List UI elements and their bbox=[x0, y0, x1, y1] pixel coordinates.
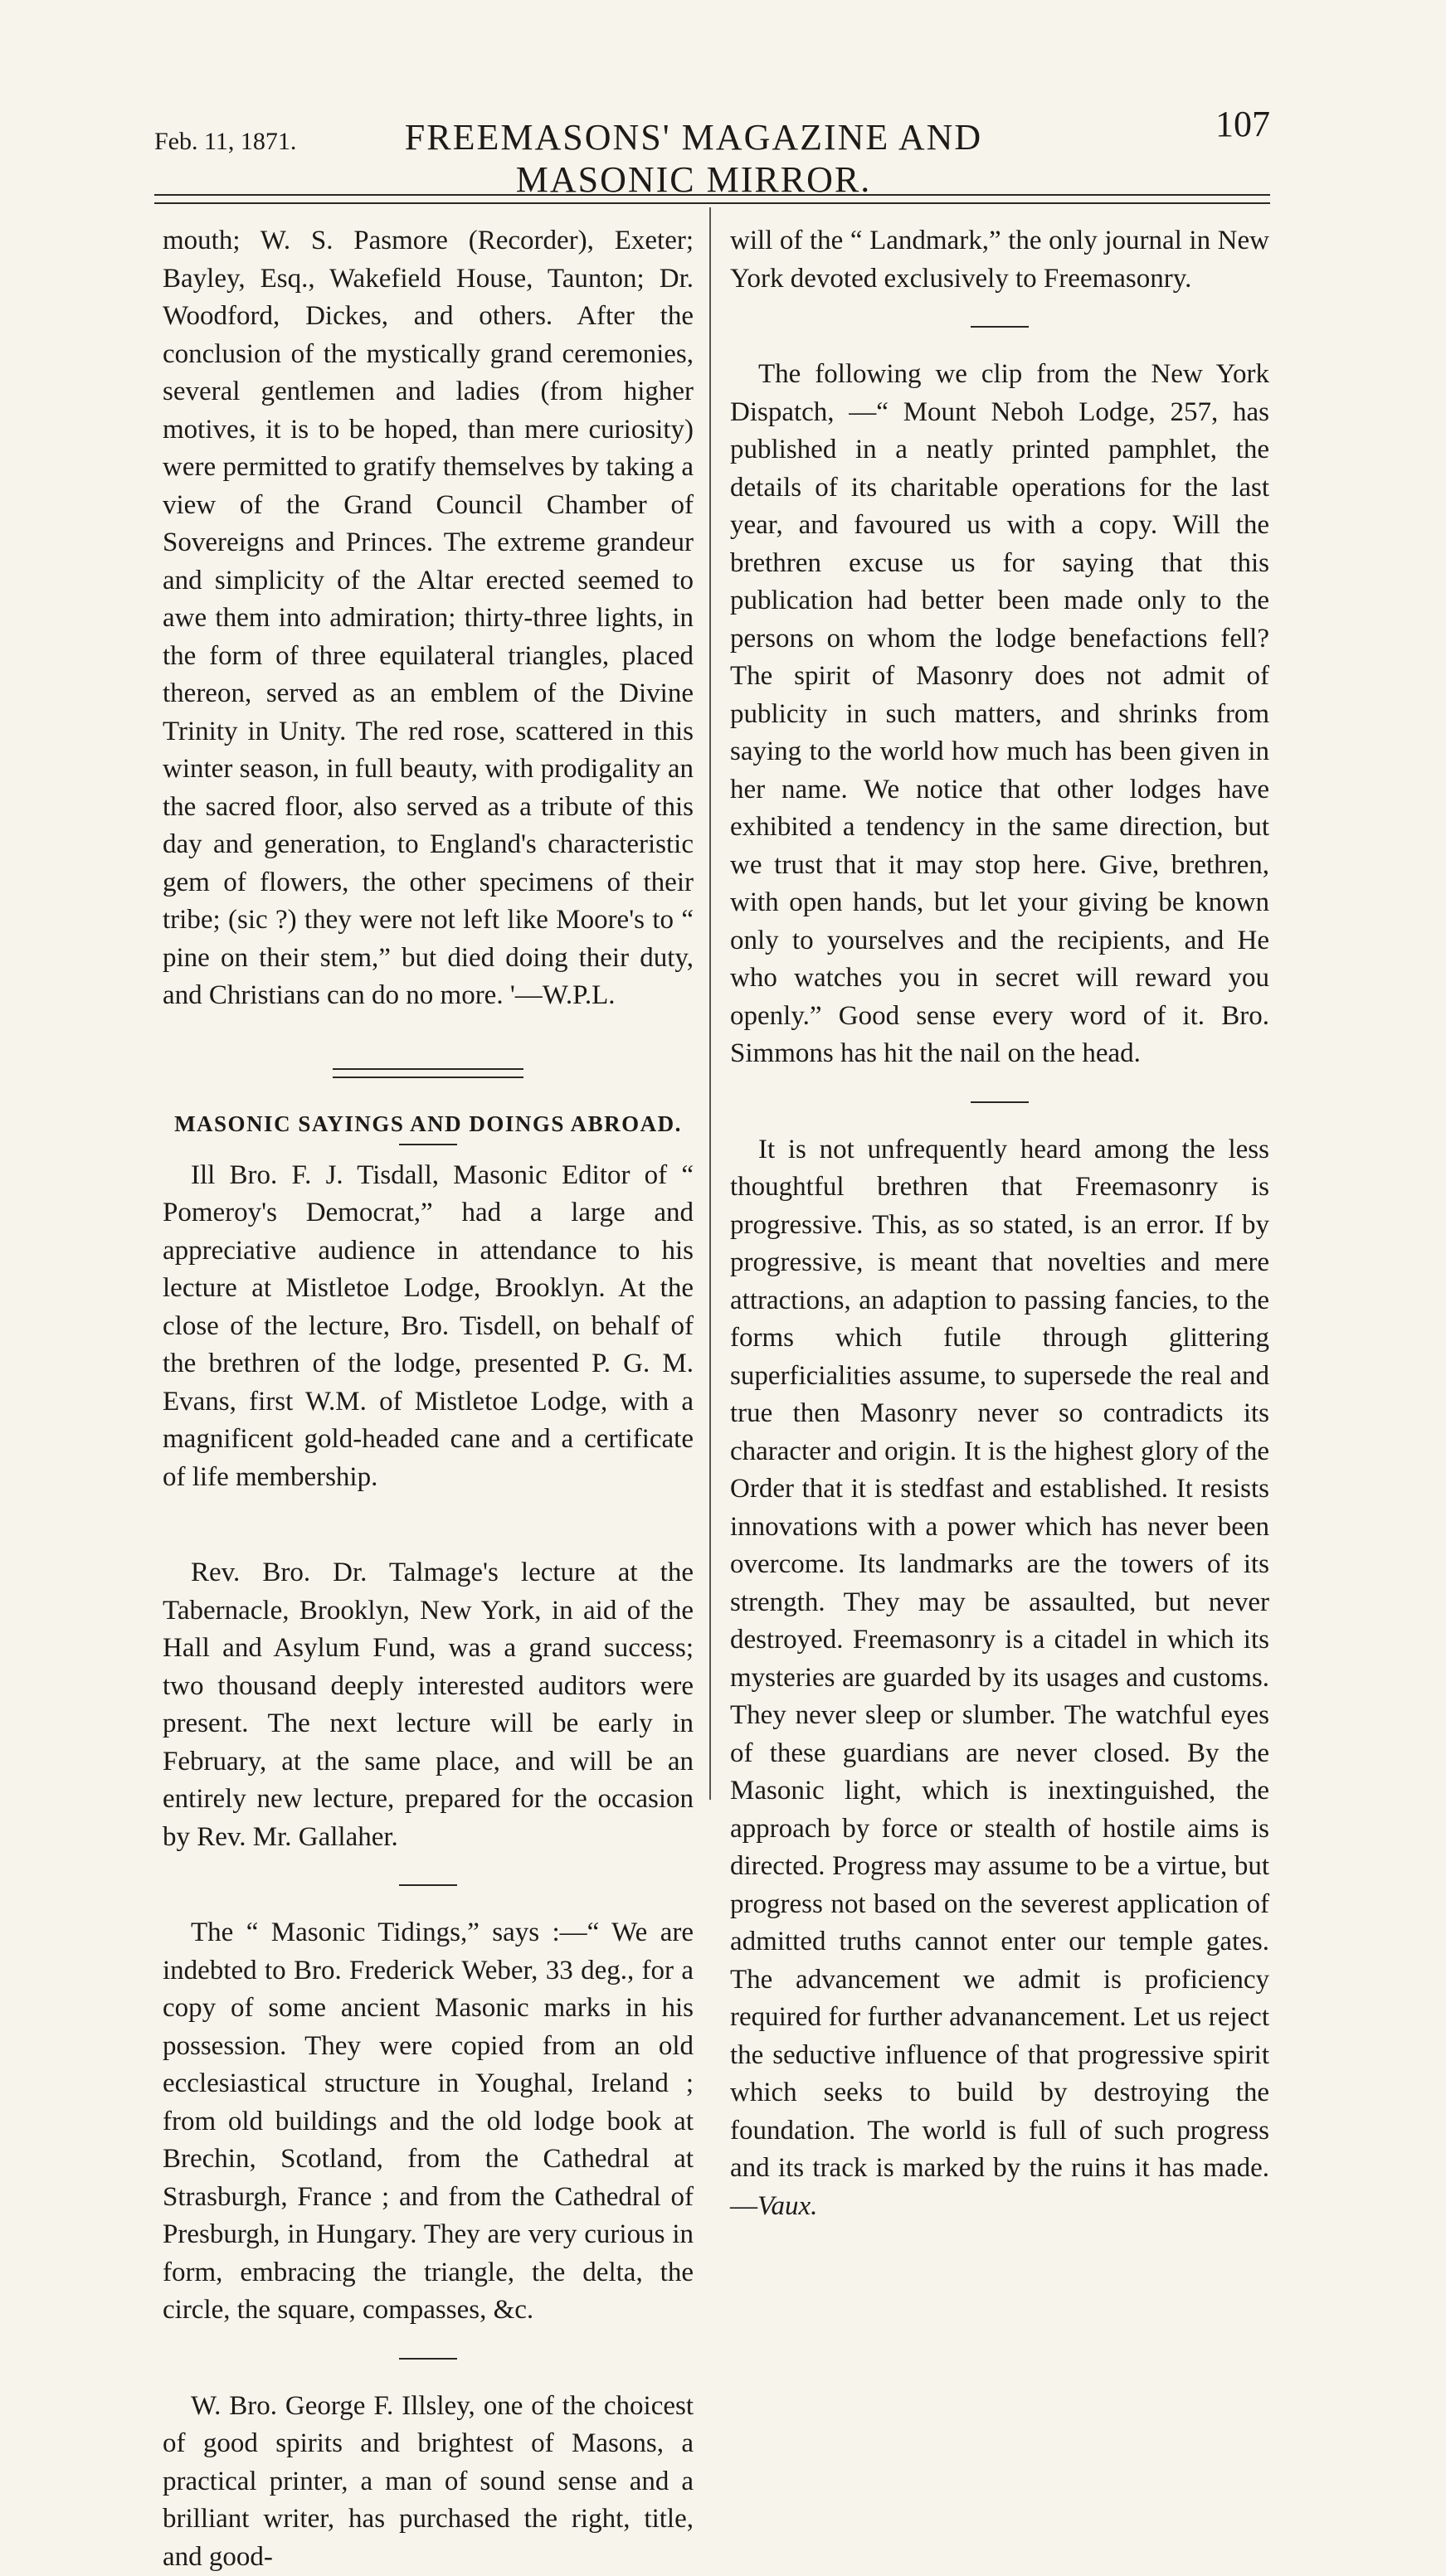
article-paragraph: Ill Bro. F. J. Tisdall, Masonic Editor of “ Pomeroy's Democrat,” had a large and appreciative audience in attendance to his lecture at Mistletoe Lodge, Brooklyn. At the close of the lecture, Bro. Tisdell, on behalf of the brethren of the lodge, presented P. G. M. Evans, first W.M. of Mistletoe Lodge, with a magnificent gold-headed cane and a certificate of life membership. bbox=[163, 1157, 694, 1497]
continued-article-text: mouth; W. S. Pasmore (Recorder), Exeter; Bayley, Esq., Wakefield House, Taunton; Dr. Woodford, Dickes, and others. After the conclusion of the mystically grand ceremonies, several gentlemen and ladies (from higher motives, it is to be hoped, than mere curiosity) were permitted to gratify themselves by taking a view of the Grand Council Chamber of Sovereigns and Princes. The extreme grandeur and simplicity of the Altar erected seemed to awe them into admiration; thirty-three lights, in the form of three equilateral triangles, placed thereon, served as an emblem of the Divine Trinity in Unity. The red rose, scattered in this winter season, in full beauty, with prodigality an the sacred floor, also served as a tribute of this day and generation, to England's characteristic gem of flowers, the other specimens of their tribe; (sic ?) they were not left like Moore's to “ pine on their stem,” but died doing their duty, and Christians can do no more. '—W.P.L. bbox=[163, 222, 694, 1015]
right-column bbox=[730, 222, 1269, 2225]
article-paragraph: will of the “ Landmark,” the only journal in New York devoted exclusively to Freemasonry. bbox=[730, 222, 1269, 298]
column-divider bbox=[709, 207, 711, 1800]
section-divider bbox=[333, 1068, 523, 1078]
article-paragraph: Rev. Bro. Dr. Talmage's lecture at the Tabernacle, Brooklyn, New York, in aid of the Hall and Asylum Fund, was a grand success; two thousand deeply interested auditors were present. The next lecture will be early in February, at the same place, and will be an entirely new lecture, prepared for the occasion by Rev. Mr. Gallaher. bbox=[163, 1554, 694, 1856]
paragraph-text: It is not unfrequently heard among the less thoughtful brethren that Freemasonry is progressive. This, as so stated, is an error. If by progressive, is meant that novelties and mere attractions, an adaption to passing fancies, to the forms which futile through glittering superficialities assume, to supersede the real and true then Masonry never so contradicts its character and origin. It is the highest glory of the Order that it is stedfast and established. It resists innovations with a power which has never been overcome. Its landmarks are the towers of its strength. They may be assaulted, but never destroyed. Freemasonry is a citadel in which its mysteries are guarded by its usages and customs. They never sleep or slumber. The watchful eyes of these guardians are never closed. By the Masonic light, which is inextinguished, the approach by force or stealth of hostile aims is directed. Progress may assume to be a virtue, but progress not based on the severest application of admitted truths cannot enter our temple gates. The advancement we admit is proficiency required for further advanancement. Let us reject the seductive influence of that progressive spirit which seeks to build by destroying the foundation. The world is full of such progress and its track is marked by the ruins it has made.— bbox=[730, 1135, 1269, 2221]
left-column bbox=[163, 222, 694, 2576]
author-signature: Vaux. bbox=[757, 2191, 817, 2221]
paragraph-divider bbox=[971, 1101, 1029, 1103]
header-rule bbox=[154, 194, 1270, 204]
issue-date: Feb. 11, 1871. bbox=[154, 128, 296, 156]
article-paragraph: W. Bro. George F. Illsley, one of the choicest of good spirits and brightest of Masons, a practical printer, a man of sound sense and a brilliant writer, has purchased the right, title, and good- bbox=[163, 2388, 694, 2576]
paragraph-divider bbox=[399, 2358, 457, 2360]
magazine-title: FREEMASONS' MAGAZINE AND MASONIC MIRROR. bbox=[320, 116, 1067, 201]
paragraph-divider bbox=[399, 1884, 457, 1886]
paragraph-divider bbox=[971, 326, 1029, 328]
heading-rule bbox=[399, 1144, 457, 1145]
article-paragraph bbox=[730, 1131, 1269, 2226]
page-header bbox=[154, 100, 1270, 166]
article-paragraph: The “ Masonic Tidings,” says :—“ We are indebted to Bro. Frederick Weber, 33 deg., for a copy of some ancient Masonic marks in his possession. They were copied from an old ecclesiastical structure in Youghal, Ireland ; from old buildings and the old lodge book at Brechin, Scotland, from the Cathedral at Strasburgh, France ; and from the Cathedral of Presburgh, in Hungary. They are very curious in form, embracing the triangle, the delta, the circle, the square, compasses, &c. bbox=[163, 1914, 694, 2330]
article-paragraph: The following we clip from the New York Dispatch, —“ Mount Neboh Lodge, 257, has published in a neatly printed pamphlet, the details of its charitable operations for the last year, and favoured us with a copy. Will the brethren excuse us for saying that this publication had better been made only to the persons on whom the lodge benefactions fell? The spirit of Masonry does not admit of publicity in such matters, and shrinks from saying to the world how much has been given in her name. We notice that other lodges have exhibited a tendency in the same direction, but we trust that it may stop here. Give, brethren, with open hands, but let your giving be known only to yourselves and the recipients, and He who watches you in secret will reward you openly.” Good sense every word of it. Bro. Simmons has hit the nail on the head. bbox=[730, 356, 1269, 1073]
section-heading: MASONIC SAYINGS AND DOINGS ABROAD. bbox=[163, 1111, 694, 1137]
page-number: 107 bbox=[1215, 103, 1270, 145]
